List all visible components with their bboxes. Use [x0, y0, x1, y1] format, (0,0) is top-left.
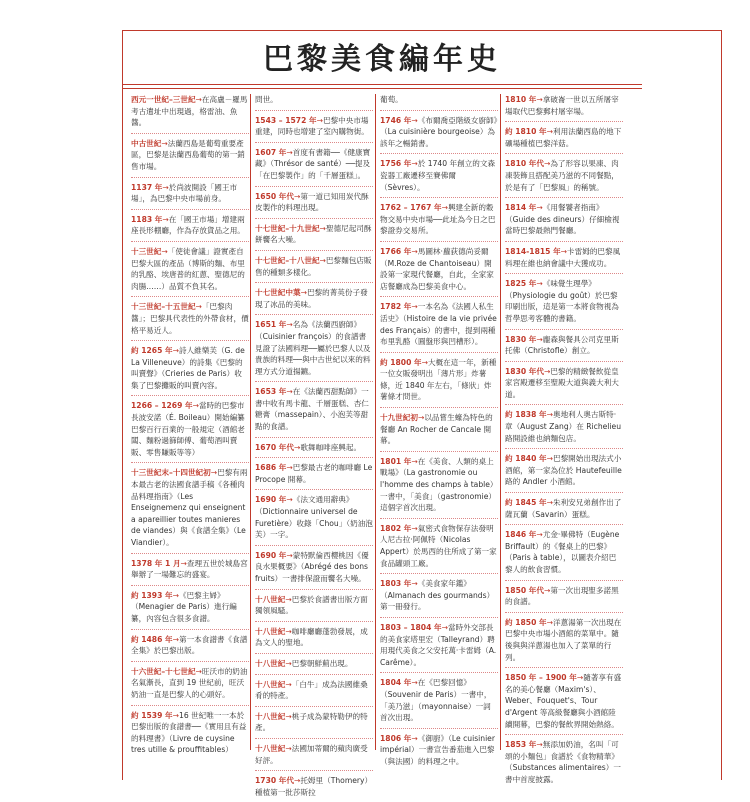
arrow-icon: →	[285, 711, 292, 721]
entry-text: 拿破崙一世以五所屠宰場取代巴黎郵村屠宰場。	[505, 95, 619, 116]
timeline-entry	[255, 658, 373, 675]
entry-text: 聖德尼起司酥餅饗名大噪。	[255, 223, 372, 245]
arrow-icon: →	[411, 579, 418, 589]
timeline-entry	[255, 462, 373, 490]
timeline-entry	[131, 400, 249, 463]
arrow-icon: →	[172, 590, 179, 600]
arrow-icon: →	[576, 673, 584, 683]
entry-date: 1670 年代	[255, 442, 294, 452]
timeline-entry	[131, 301, 249, 341]
entry-date: 1690 年	[255, 550, 287, 560]
entry-text: 《巴黎主婦》（Menagier de Paris）進行編纂，內容包含很多食譜。	[131, 590, 237, 623]
timeline-entry	[255, 287, 373, 315]
timeline-entry	[131, 182, 249, 210]
entry-date: 1801 年	[380, 456, 412, 466]
arrow-icon: →	[421, 357, 428, 367]
timeline-entry	[380, 523, 498, 574]
entry-date: 1686 年	[255, 463, 287, 473]
entry-date: 1830 年	[505, 334, 537, 344]
entry-date: 十八世紀	[255, 626, 286, 636]
timeline-entry	[131, 590, 249, 630]
entry-text: 第一次出現聖多諾黑的食譜。	[505, 585, 619, 607]
timeline-entry	[255, 319, 373, 382]
arrow-icon: →	[411, 246, 418, 256]
timeline-entry	[505, 497, 623, 525]
arrow-icon: →	[441, 203, 448, 213]
entry-text: 巴黎麵包店販售的種類多樣化。	[255, 255, 372, 277]
entry-text: 以品嘗生蠔為特色的餐廳 An Rocher de Cancale 開幕。	[380, 413, 493, 446]
arrow-icon: →	[546, 127, 553, 137]
arrow-icon: →	[536, 203, 543, 213]
timeline-entry	[505, 672, 623, 735]
timeline-entry	[505, 202, 623, 242]
entry-date: 十八世紀	[255, 679, 286, 689]
entry-text: 旺沃市的奶油名氣漸長，直到 19 世紀前，旺沃奶油一直是巴黎人的心頭好。	[131, 666, 248, 699]
entry-text: 巴黎有兩本最古老的法國食譜手稿《各種肉品料理指南》（Les Enseignemenz qui enseignent a apareillier toutes manieres de viandes）與《食譜全集》（Le Viandier）。	[131, 468, 248, 547]
timeline-entry	[131, 558, 249, 586]
arrow-icon: →	[546, 498, 553, 508]
entry-date: 1378 年 1 月	[131, 558, 181, 568]
entry-date: 約 1838 年	[505, 410, 547, 420]
entry-date: 十九世紀初	[380, 413, 418, 423]
entry-text: 隨著享有盛名的美心餐廳（Maxim's）、Weber、Fouquet's、Tour d'Argent 等高級餐廳與小酒館陸續開幕，巴黎的餐飲界開始熱絡。	[505, 673, 622, 729]
timeline-entry	[131, 138, 249, 178]
entry-text: 名為《法蘭西廚師》（Cuisinier françois）的食譜書見證了法國料理──屬於巴黎人以及貴族的料理──與中古世紀以來的料理方式分道揚鑣。	[255, 320, 371, 376]
entry-text: 巴黎最古老的咖啡廳 Le Procope 開幕。	[255, 463, 373, 484]
arrow-icon: →	[285, 658, 292, 668]
timeline-entry	[505, 366, 623, 406]
timeline-entry	[505, 334, 623, 362]
entry-date: 1814-1815 年	[505, 246, 561, 256]
arrow-icon: →	[536, 279, 543, 289]
entry-text: 《布爾喬亞階級女廚師》（La cuisinière bourgeoise）為該年之暢銷書。	[380, 115, 498, 148]
arrow-icon: →	[543, 366, 551, 376]
timeline-entry	[380, 246, 498, 297]
entry-text: 興建全新的穀物交易中央市場──此址為今日之巴黎證券交易所。	[380, 203, 496, 236]
entry-text: 法國加蒂爾的蘋肉廣受好評。	[255, 743, 368, 765]
entry-date: 1814 年	[505, 203, 537, 213]
arrow-icon: →	[411, 302, 418, 312]
arrow-icon: →	[195, 95, 202, 104]
entry-text: 《用餐饕者指南》（Guide des dineurs）仔細檢視當時巴黎最熱門餐廳。	[505, 203, 620, 236]
entry-date: 約 1850 年	[505, 617, 547, 627]
arrow-icon: →	[162, 182, 169, 192]
arrow-icon: →	[172, 710, 179, 720]
entry-date: 1810 年	[505, 95, 537, 104]
entry-text: 《法文通用辭典》（Dictionnaire universel de Furetière）收錄「Chou」（奶油泡芙）一字。	[255, 495, 373, 540]
entry-date: 1803 – 1804 年	[380, 622, 442, 632]
entry-text: 桃子成為蒙特勒伊的特產。	[255, 711, 368, 733]
arrow-icon: →	[293, 191, 301, 201]
timeline-entry	[505, 585, 623, 613]
arrow-icon: →	[172, 346, 179, 356]
arrow-icon: →	[195, 666, 202, 676]
arrow-icon: →	[293, 442, 301, 452]
entry-date: 十八世紀	[255, 743, 286, 753]
entry-text: 巴黎的菁英份子發現了冰品的美味。	[255, 288, 368, 309]
timeline-entry	[380, 622, 498, 673]
arrow-icon: →	[316, 115, 323, 125]
entry-text: 在高盧－羅馬考古遺址中出現過，格雷油、魚醬。	[131, 95, 248, 128]
timeline-entry	[255, 191, 373, 219]
entry-text: 於 1740 年創立的文森瓷器工廠遷移至賽佛爾（Sèvres）。	[380, 159, 496, 192]
entry-date: 1690 年	[255, 495, 287, 505]
entry-text: 大概在這一年，新種一位女販發明出「薄片形」炸薯條，近 1840 年左右，「條狀」炸薯條才問世。	[380, 357, 497, 402]
timeline-entry	[505, 126, 623, 154]
entry-date: 1756 年	[380, 159, 412, 169]
timeline-entry	[505, 529, 623, 580]
timeline-entry	[505, 278, 623, 329]
arrow-icon: →	[441, 622, 448, 632]
arrow-icon: →	[161, 246, 168, 256]
arrow-icon: →	[536, 95, 543, 104]
column-divider	[250, 94, 251, 750]
entry-text: 馬圖林‧蘿荻德尚妥爾（M.Roze de Chantoiseau）開設第一家現代餐廳，自此，全家家店餐廳成為巴黎美食中心。	[380, 246, 494, 291]
entry-date: 約 1539 年	[131, 710, 173, 720]
entry-date: 1651 年	[255, 320, 287, 330]
timeline-entry	[255, 494, 373, 545]
entry-date: 1853 年	[505, 740, 537, 750]
entry-text: 巴黎的精緻餐飲從皇家宮殿遷移至聖殿大道與義大利大道。	[505, 366, 619, 399]
entry-text: 於尚波開設「國王市場」，為巴黎中央市場前身。	[131, 182, 238, 204]
arrow-icon: →	[411, 456, 418, 466]
timeline-entry	[505, 158, 623, 198]
entry-text: 朱利安兄弟創作出了薩瓦蘭（Savarin）蛋糕。	[505, 498, 622, 519]
timeline-entry	[255, 626, 373, 654]
timeline-entry	[255, 550, 373, 590]
entry-date: 1846 年	[505, 530, 537, 540]
timeline-entry	[380, 357, 498, 408]
arrow-icon: →	[195, 302, 202, 312]
arrow-icon: →	[411, 523, 418, 533]
entry-date: 1825 年	[505, 279, 537, 289]
entry-date: 十八世紀	[255, 658, 286, 668]
entry-date: 十六世紀–十七世紀	[131, 666, 196, 676]
timeline-entry	[131, 710, 249, 760]
timeline-entry	[505, 739, 623, 789]
entry-text: 一本名為《法國人私生活史》（Histoire de la vie privée des Français）的書中，提到兩種布里乳酪（圓盤形與凹槽形）。	[380, 302, 497, 347]
entry-text: 《味覺生理學》（Physiologie du goût）於巴黎印刷出版，這是第一本將食物視為哲學思考客體的書籍。	[505, 279, 619, 323]
timeline-entry	[380, 301, 498, 352]
entry-text: 葡萄。	[380, 95, 403, 104]
entry-date: 中古世紀	[131, 138, 162, 148]
timeline-entry	[380, 677, 498, 728]
entry-text: 在《美食、人類的桌上戰場》（La gastronomie ou l'homme des champs à table）一書中，「美食」（gastronomie）這個字首次出現。	[380, 456, 498, 513]
timeline-entry	[505, 409, 623, 449]
arrow-icon: →	[180, 558, 187, 568]
arrow-icon: →	[546, 454, 553, 464]
arrow-icon: →	[285, 626, 292, 636]
timeline-entry	[505, 246, 623, 274]
entry-date: 約 1486 年	[131, 634, 173, 644]
arrow-icon: →	[319, 223, 326, 233]
timeline-entry	[505, 617, 623, 668]
arrow-icon: →	[300, 288, 307, 298]
arrow-icon: →	[543, 585, 551, 595]
entry-date: 約 1800 年	[380, 357, 422, 367]
arrow-icon: →	[560, 246, 568, 256]
entry-text: 在《法蘭西甜點師》一書中收有馬卡龍、千層蛋糕、杏仁糖膏（massepain）、小泡芙等甜點的食譜。	[255, 387, 369, 432]
arrow-icon: →	[536, 334, 543, 344]
entry-text: 問世。	[255, 95, 278, 104]
entry-date: 十三世紀	[131, 246, 162, 256]
timeline-entry	[255, 386, 373, 437]
timeline-entry	[131, 214, 249, 242]
entry-text: 巴黎開始出現法式小酒館，第一家為位於 Hautefeuille 路的 Andler 小酒館。	[505, 454, 622, 487]
entry-text: 奧地利人奧古斯特‧章（August Zang）在 Richelieu 路開設維也納麵包店。	[505, 410, 622, 443]
arrow-icon: →	[286, 463, 293, 473]
timeline-entry	[255, 94, 373, 111]
arrow-icon: →	[286, 320, 293, 330]
arrow-icon: →	[286, 550, 293, 560]
timeline-column-2	[255, 94, 373, 797]
entry-date: 1137 年	[131, 182, 163, 192]
page-title: 巴黎美食編年史	[263, 42, 501, 77]
timeline-entry	[255, 147, 373, 187]
timeline-entry	[380, 115, 498, 155]
entry-date: 1804 年	[380, 678, 412, 688]
timeline-entry	[131, 345, 249, 396]
entry-date: 1782 年	[380, 302, 412, 312]
arrow-icon: →	[536, 530, 543, 540]
entry-text: 歌舞咖啡座興起。	[300, 442, 362, 452]
timeline-entry	[255, 594, 373, 622]
timeline-entry	[380, 733, 498, 772]
timeline-column-3	[380, 94, 498, 766]
arrow-icon: →	[210, 468, 218, 478]
timeline-column-4	[505, 94, 623, 784]
entry-text: 《美食家年鑑》（Almanach des gourmands）第一冊發行。	[380, 579, 495, 612]
entry-date: 約 1265 年	[131, 346, 173, 356]
entry-text: 氣密式食物保存法發明人尼古拉‧阿佩特（Nicolas Appert）於馬西的住所成了第一家食品罐頭工廠。	[380, 523, 497, 568]
entry-text: 為了形容以果凍、肉凍裝飾且搭配美乃滋的不同餐點，於是有了「巴黎風」的稱號。	[505, 159, 619, 192]
timeline-entry	[131, 94, 249, 134]
arrow-icon: →	[411, 159, 418, 169]
entry-date: 1810 年代	[505, 159, 544, 169]
arrow-icon: →	[546, 410, 553, 420]
arrow-icon: →	[162, 214, 169, 224]
entry-date: 1730 年代	[255, 776, 294, 786]
entry-date: 1746 年	[380, 115, 412, 125]
timeline-entry	[131, 666, 249, 706]
entry-date: 1762 – 1767 年	[380, 203, 442, 213]
entry-text: 當時的巴黎市長波安諾（É. Boileau）開始編纂巴黎百行百業的一般規定（酒館老闆、麵粉過篩師傅、葡萄酒叫賣販、零售賺販等等）	[131, 401, 245, 457]
entry-date: 十八世紀	[255, 711, 286, 721]
entry-text: 托姆里（Thomery）種植第一批莎斯拉	[255, 776, 373, 797]
timeline-entry	[380, 202, 498, 242]
arrow-icon: →	[411, 678, 418, 688]
entry-text: 當時外交部長的美食家塔里宏（Talleyrand）聘用現代美食之父安托萬‧卡雷姆（A. Carême）。	[380, 622, 497, 667]
arrow-icon: →	[536, 740, 543, 750]
entry-text: 龐森與餐具公司克里斯托佛（Christofle）創立。	[505, 334, 619, 356]
timeline-entry	[380, 578, 498, 618]
timeline-entry	[255, 255, 373, 283]
entry-text: 「巴黎肉醬」；巴黎具代表性的外帶食材，價格平易近人。	[131, 302, 249, 335]
entry-date: 十三世紀末–十四世紀初	[131, 468, 211, 478]
entry-text: 《御廚》（Le cuisinier impérial）一書宣告番茄進入巴黎（與法國）的料理之中。	[380, 733, 495, 766]
title-rule	[122, 88, 642, 89]
entry-date: 西元一世紀–三世紀	[131, 95, 196, 104]
entry-date: 約 1810 年	[505, 127, 547, 137]
entry-text: 16 世紀唯一一本於巴黎出版的食譜書──《實用且有益的料理書》（Livre de cuysine tres utille & prouffitables）	[131, 710, 247, 755]
entry-date: 1806 年	[380, 733, 412, 743]
entry-text: 在《巴黎回憶》（Souvenir de Paris）一書中，「美乃滋」（mayonnaise）一詞首次出現。	[380, 678, 492, 723]
entry-date: 約 1845 年	[505, 498, 547, 508]
timeline-entry	[380, 94, 498, 111]
timeline-entry	[131, 467, 249, 553]
timeline-entry	[255, 775, 373, 802]
timeline-entry	[255, 115, 373, 143]
arrow-icon: →	[286, 147, 293, 157]
arrow-icon: →	[543, 159, 551, 169]
arrow-icon: →	[546, 617, 553, 627]
entry-date: 1266 – 1269 年	[131, 401, 193, 411]
entry-text: 「白牛」成為法國維桑肴的特產。	[255, 679, 368, 701]
entry-text: 蒙特默倫西櫻桃因《優良水果概要》（Abrégé des bons fruits）一書排保證而饗名大噪。	[255, 550, 369, 583]
entry-date: 1830 年代	[505, 366, 544, 376]
entry-text: 法蘭西島是葡萄重要產區，巴黎是法蘭西島葡萄的第一銷售市場。	[131, 138, 245, 171]
timeline-entry	[131, 246, 249, 297]
arrow-icon: →	[293, 776, 301, 786]
entry-text: 利用法蘭西島的地下礦場種植巴黎洋菇。	[505, 127, 622, 148]
entry-date: 十八世紀	[255, 594, 286, 604]
timeline-entry	[255, 679, 373, 707]
entry-date: 1653 年	[255, 387, 287, 397]
timeline-column-1	[131, 94, 249, 755]
entry-date: 1650 年代	[255, 191, 294, 201]
arrow-icon: →	[411, 733, 418, 743]
arrow-icon: →	[285, 594, 292, 604]
timeline-entry	[380, 456, 498, 519]
entry-date: 1803 年	[380, 579, 412, 589]
entry-text: 詩人維樂芙（G. de La Villeneuve）的詩集《巴黎的叫賣聲》（Crieries de Paris）收集了巴黎攤販的叫賣內容。	[131, 346, 245, 390]
timeline-entry	[380, 412, 498, 452]
timeline-entry	[255, 442, 373, 459]
entry-date: 十七世紀–十八世紀	[255, 255, 320, 265]
entry-date: 1850 年 – 1900 年	[505, 673, 577, 683]
entry-text: 在「國王市場」增建兩座長形棚廳，作為存放貨品之用。	[131, 214, 245, 236]
entry-text: 查理五世於城島宮舉辦了一場難忘的盛宴。	[131, 558, 248, 580]
arrow-icon: →	[286, 387, 293, 397]
arrow-icon: →	[285, 679, 292, 689]
entry-text: 巴黎中央市場重建，同時也增建了室內購物街。	[255, 115, 369, 137]
timeline-entry	[255, 743, 373, 771]
column-divider	[500, 94, 501, 750]
entry-text: 「使徒會議」證實產自巴黎大區的產品（博斯的麵、布里的乳酪、埃唐普的紅蔥、聖德尼的肉腸……）品質不負其名。	[131, 246, 245, 291]
entry-text: 第一道已知用炭代酥皮製作的料理出現。	[255, 191, 369, 213]
entry-date: 1766 年	[380, 246, 412, 256]
entry-date: 1607 年	[255, 147, 287, 157]
entry-date: 1183 年	[131, 214, 163, 224]
entry-text: 洋蔥湯第一次出現在巴黎中央市場小酒館的菜單中。隨後與與洋蔥湯也加入了菜單的行列。	[505, 617, 622, 662]
timeline-entry	[255, 711, 373, 739]
timeline-entry	[131, 634, 249, 662]
arrow-icon: →	[172, 634, 179, 644]
timeline-entry	[255, 223, 373, 251]
entry-date: 1850 年代	[505, 585, 544, 595]
arrow-icon: →	[417, 413, 425, 423]
entry-date: 約 1840 年	[505, 454, 547, 464]
entry-text: 尤金‧畢佛特（Eugène Briffault）的《餐桌上的巴黎》（Paris à table），以圖表介紹巴黎人的飲食習慣。	[505, 530, 620, 574]
arrow-icon: →	[192, 401, 199, 411]
column-divider	[375, 94, 376, 750]
entry-text: 巴黎於食譜書出版方面獨領風騷。	[255, 594, 368, 616]
title-rule	[122, 84, 642, 85]
timeline-entry	[380, 158, 498, 198]
entry-date: 十七世紀中葉	[255, 288, 301, 298]
timeline-entry	[505, 453, 623, 493]
entry-date: 十七世紀–十九世紀	[255, 223, 320, 233]
arrow-icon: →	[411, 115, 418, 125]
entry-text: 咖啡廳廳蓬勃發展，成為文人的聖地。	[255, 626, 368, 648]
arrow-icon: →	[161, 138, 168, 148]
entry-date: 十三世紀–十五世紀	[131, 302, 196, 312]
timeline-entry	[505, 94, 623, 122]
entry-text: 卡雷姆的巴黎風料理在維也納會議中大獲成功。	[505, 246, 621, 268]
entry-text: 第一本食譜書《食譜全集》於巴黎出版。	[131, 634, 248, 656]
entry-text: 巴黎朝鮮薊出現。	[291, 658, 353, 668]
arrow-icon: →	[285, 743, 292, 753]
entry-text: 無添加奶油，名叫「可頌的小麵包」食譜於《食物精華》（Substances alimentaires）一書中首度披露。	[505, 740, 621, 784]
entry-date: 約 1393 年	[131, 590, 173, 600]
entry-date: 1802 年	[380, 523, 412, 533]
entry-text: 首度有書籍──《健康寶藏》（Thrésor de santé）──提及「在巴黎製作」的「千層蛋糕」。	[255, 147, 371, 180]
entry-date: 1543 – 1572 年	[255, 115, 317, 125]
arrow-icon: →	[319, 255, 326, 265]
arrow-icon: →	[286, 495, 293, 505]
